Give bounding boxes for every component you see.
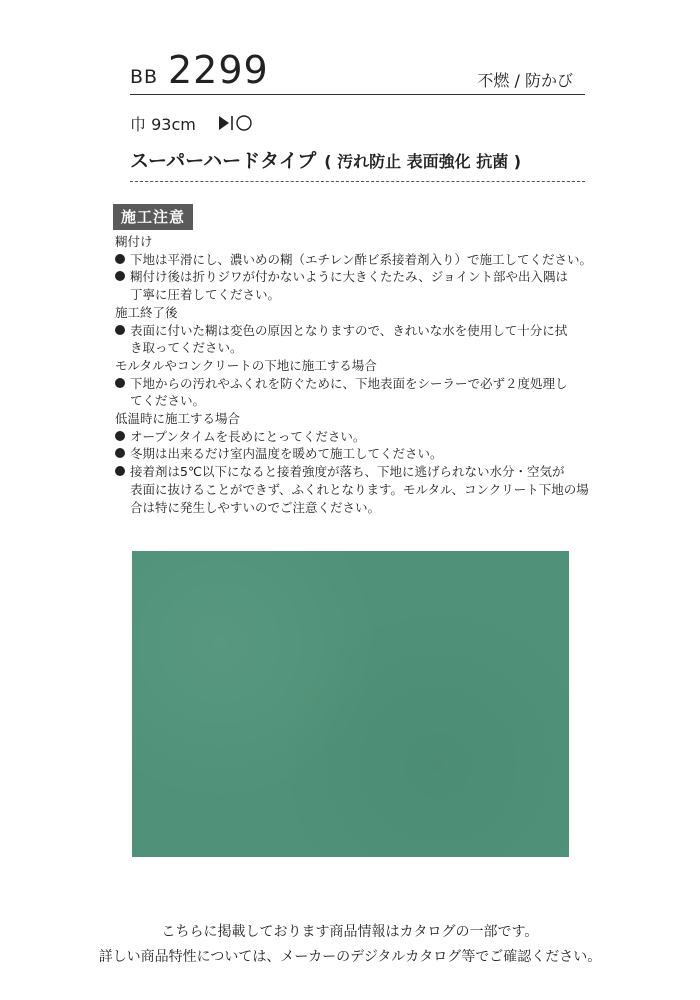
list-item: 下地は平滑にし、濃いめの糊（エチレン酢ビ系接着剤入り）で施工してください。 bbox=[115, 251, 615, 269]
section-title-mortar-concrete: モルタルやコンクリートの下地に施工する場合 bbox=[115, 357, 377, 373]
product-type-name: スーパーハードタイプ bbox=[130, 150, 317, 172]
header-divider bbox=[130, 94, 585, 95]
construction-notice-label: 施工注意 bbox=[113, 204, 193, 230]
product-code-prefix: BB bbox=[130, 66, 159, 88]
product-name-row bbox=[130, 146, 521, 173]
product-header bbox=[130, 50, 585, 94]
bullet-icon bbox=[115, 271, 125, 281]
footer-line-2: 詳しい商品特性については、メーカーのデジタルカタログ等でご確認ください。 bbox=[98, 949, 602, 965]
feature-tags: 不燃 / 防かび bbox=[477, 71, 573, 90]
construction-notes bbox=[115, 233, 615, 516]
footer-line-1: こちらに掲載しております商品情報はカタログの一部です。 bbox=[161, 924, 539, 940]
dashed-divider bbox=[130, 181, 585, 182]
bullet-icon bbox=[115, 254, 125, 264]
bullet-icon bbox=[115, 466, 125, 476]
product-feature-list: ( 汚れ防止 表面強化 抗菌 ) bbox=[324, 152, 522, 171]
spec-row bbox=[130, 111, 254, 135]
list-item: 糊付け後は折りジワが付かないように大きくたたみ、ジョイント部や出入隅は 丁寧に圧着してください。 bbox=[115, 268, 615, 303]
product-code-number: 2299 bbox=[168, 48, 269, 92]
footer-note bbox=[0, 920, 700, 970]
bullet-icon bbox=[115, 448, 125, 458]
wallpaper-color-swatch bbox=[132, 551, 569, 857]
bullet-icon bbox=[115, 431, 125, 441]
roll-width: 巾 93cm bbox=[130, 114, 196, 134]
bullet-icon bbox=[115, 378, 125, 388]
section-title-paste: 糊付け bbox=[115, 234, 153, 249]
list-item: 接着剤は5℃以下になると接着強度が落ち、下地に逃げられない水分・空気が 表面に抜けることができず、ふくれとなります。モルタル、コンクリート下地の場 合は特に発生しやすいのでご注意ください。 bbox=[115, 463, 615, 516]
section-title-low-temperature: 低温時に施工する場合 bbox=[115, 411, 241, 427]
list-item: 表面に付いた糊は変色の原因となりますので、きれいな水を使用して十分に拭 き取ってください。 bbox=[115, 322, 615, 357]
list-item: 冬期は出来るだけ室内温度を暖めて施工してください。 bbox=[115, 445, 615, 463]
straight-match-icon bbox=[218, 114, 254, 132]
bullet-icon bbox=[115, 325, 125, 335]
section-title-after-install: 施工終了後 bbox=[115, 304, 178, 320]
list-item: オープンタイムを長めにとってください。 bbox=[115, 428, 615, 446]
list-item: 下地からの汚れやふくれを防ぐために、下地表面をシーラーで必ず２度処理し てください。 bbox=[115, 375, 615, 410]
